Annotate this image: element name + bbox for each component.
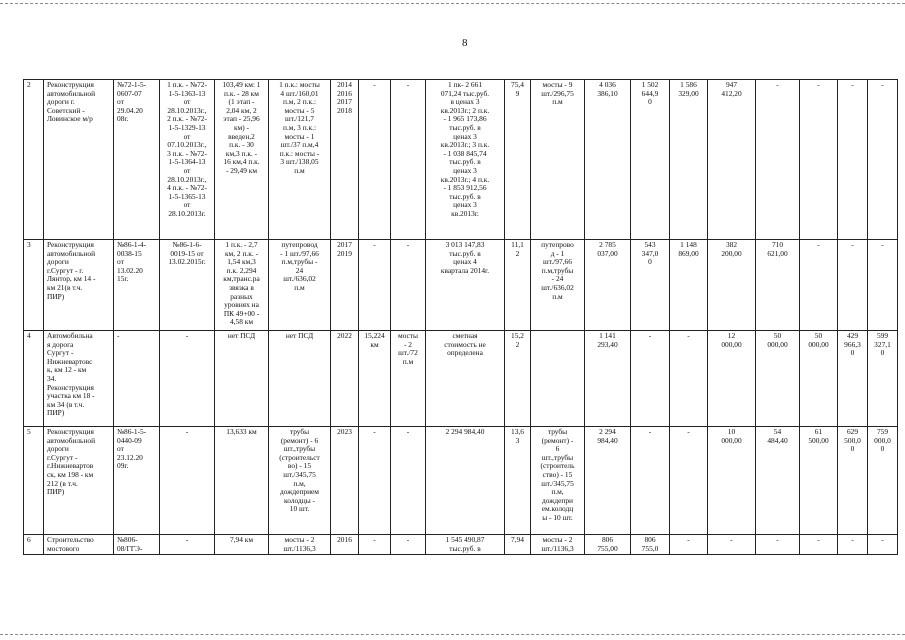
table-cell (215, 331, 269, 427)
table-cell (114, 535, 160, 555)
table-cell (708, 535, 756, 555)
cell-text: - (406, 240, 410, 249)
cell-text: 15,224 км (364, 331, 385, 349)
table-cell (868, 535, 898, 555)
page-number: 8 (462, 37, 468, 49)
table-cell (391, 240, 426, 331)
table-cell (800, 80, 838, 240)
cell-text: путепровод - 1 шт./97,66 п.м,трубы - 24 шт./636,02 п.м (280, 240, 319, 292)
table-cell (114, 427, 160, 535)
cell-text: трубы (ремонт) - 6 шт.,трубы (строительст во) - 15 шт./345,75 п.м, дождеприем колодцы - 10 шт. (279, 427, 320, 514)
table-cell (756, 240, 800, 331)
cell-text: - (687, 535, 690, 544)
table-cell (505, 427, 531, 535)
cell-text: 1 148 869,00 (678, 240, 699, 258)
cell-text: мосты - 2 шт./1136,3 (541, 535, 574, 553)
page-top-border (0, 3, 905, 4)
cell-text: 54 484,40 (767, 427, 788, 445)
table-cell (868, 80, 898, 240)
table-cell (505, 535, 531, 555)
cell-text: 629 500,0 0 (844, 427, 861, 454)
table-cell (160, 535, 215, 555)
cell-text: 382 200,00 (721, 240, 742, 258)
table-cell (359, 240, 391, 331)
cell-text: - (817, 535, 820, 544)
cell-text: 7,94 км (229, 535, 254, 544)
cell-text: 2016 (337, 535, 352, 544)
cell-text: - (851, 240, 854, 249)
table-cell (505, 331, 531, 427)
cell-text: 2 (27, 80, 31, 89)
table-cell (838, 331, 868, 427)
table-cell (44, 331, 114, 427)
table-cell (426, 80, 505, 240)
cell-text: 543 347,0 0 (641, 240, 659, 267)
table-cell (800, 427, 838, 535)
table-cell (359, 331, 391, 427)
cell-text: Реконструкция автомобильной дороги г.Сургут - г. Лянтор, км 14 - км 21(в т.ч. ПИР) (47, 240, 96, 301)
cell-text: 1 п.к.: мосты 4 шт./160,01 п.м, 2 п.к.: мосты - 5 шт./121,7 п.м, 3 п.к.: мосты - 1 шт./37 п.м,4 п.к.: мосты - 3 шт./138,05 п.м (279, 80, 320, 175)
table-cell (756, 535, 800, 555)
cell-text: 5 (27, 427, 31, 436)
table-cell (531, 240, 585, 331)
table-cell (868, 240, 898, 331)
cell-text: - (373, 427, 376, 436)
cell-text: - (730, 535, 733, 544)
row-number-cell (24, 427, 44, 535)
table-row (24, 331, 898, 427)
table-cell (670, 240, 708, 331)
cell-text: - (406, 80, 410, 89)
cell-text: - (373, 240, 376, 249)
cell-text: мосты - 2 шт./1136,3 (283, 535, 316, 553)
cell-text: 3 013 147,83 тыс.руб. в ценах 4 квартала 2014г. (440, 240, 490, 275)
cell-text: 806 755,00 (597, 535, 618, 553)
cell-text: - (185, 331, 189, 340)
cell-text: нет ПСД (227, 331, 256, 340)
cell-text: 6 (27, 535, 31, 544)
cell-text: №806- 08/ГГЭ- (117, 535, 143, 553)
cell-text: 11,1 2 (511, 240, 524, 258)
table-cell (269, 535, 331, 555)
cell-text: - (881, 240, 884, 249)
table-cell (838, 80, 868, 240)
cell-text: 2017 2019 (337, 240, 352, 258)
cell-text: 429 966,3 0 (844, 331, 861, 358)
table-cell (800, 331, 838, 427)
table-cell (838, 240, 868, 331)
cell-text: - (851, 80, 854, 89)
table-cell (670, 535, 708, 555)
cell-text: Реконструкция автомобильной дороги г. Советский - Ловинское м/р (47, 80, 96, 124)
cell-text: - (776, 535, 779, 544)
cell-text: - (117, 331, 120, 340)
row-number-cell (24, 331, 44, 427)
cell-text: путепрово д - 1 шт./97,66 п.м,трубы - 24 шт./636,02 п.м (541, 240, 574, 301)
table-cell (215, 80, 269, 240)
cell-text: - (817, 240, 820, 249)
table-cell (359, 535, 391, 555)
cell-text: 13,633 км (226, 427, 257, 436)
cell-text: 2023 (337, 427, 352, 436)
row-number-cell (24, 240, 44, 331)
table-cell (631, 535, 670, 555)
table-cell (868, 331, 898, 427)
table-cell (215, 427, 269, 535)
cell-text: Реконструкция автомобильной дороги г.Сургут - г.Нижневартов ск, км 198 - км 212 (в т.ч. ПИР) (47, 427, 96, 497)
cell-text: 7,94 (511, 535, 524, 544)
row-number-cell (24, 80, 44, 240)
cell-text: - (687, 427, 690, 436)
cell-text: 13,6 3 (511, 427, 524, 445)
table-cell (426, 331, 505, 427)
table-cell (269, 240, 331, 331)
table-cell (800, 535, 838, 555)
cell-text: 806 755,0 (641, 535, 659, 553)
cell-text: 599 327,1 0 (874, 331, 891, 358)
table-cell (708, 427, 756, 535)
table-cell (585, 80, 631, 240)
cell-text: 1 п.к. - №72- 1-5-1363-13 от 28.10.2013г., 2 п.к. - №72- 1-5-1329-13 от 07.10.2013г., 3 п.к. - №72- 1-5-1364-13 от 28.10.2013г., 4 п.к. - №72- 1-5-1365-13 от 28.10.2013г. (167, 80, 207, 218)
cell-text: 50 000,00 (767, 331, 788, 349)
cell-text: 2 785 037,00 (597, 240, 618, 258)
cell-text: №86-1-4- 0038-15 от 13.02.20 15г. (117, 240, 147, 284)
cell-text: - (687, 331, 690, 340)
cell-text: - (881, 80, 884, 89)
table-cell (800, 240, 838, 331)
table-cell (670, 331, 708, 427)
table-cell (391, 80, 426, 240)
cell-text: 2 294 984,40 (445, 427, 485, 436)
table-cell (585, 240, 631, 331)
table-cell (708, 331, 756, 427)
table-cell (331, 427, 359, 535)
cell-text: 1 545 490,87 тыс.руб. в (445, 535, 485, 553)
table-cell (160, 80, 215, 240)
table-cell (269, 80, 331, 240)
table-cell (269, 427, 331, 535)
table-cell (269, 331, 331, 427)
cell-text: 50 000,00 (808, 331, 829, 349)
table-cell (505, 240, 531, 331)
table-row (24, 427, 898, 535)
table-cell (756, 331, 800, 427)
page-bottom-border (0, 634, 905, 635)
cell-text: 4 036 386,10 (597, 80, 618, 98)
table-cell (531, 535, 585, 555)
table-cell (585, 535, 631, 555)
table-cell (331, 535, 359, 555)
cell-text: Строительство мостового (47, 535, 94, 553)
cell-text: - (185, 535, 189, 544)
cell-text: 12 000,00 (721, 331, 742, 349)
table-cell (505, 80, 531, 240)
table-cell (756, 427, 800, 535)
cell-text: - (406, 535, 410, 544)
cell-text: - (851, 535, 854, 544)
cell-text: 759 000,0 0 (874, 427, 891, 454)
cell-text: 2022 (337, 331, 352, 340)
table-cell (44, 535, 114, 555)
table-cell (331, 331, 359, 427)
table-cell (359, 427, 391, 535)
cell-text: сметная стоимость не определена (444, 331, 486, 358)
table-cell (44, 427, 114, 535)
cell-text: 4 (27, 331, 31, 340)
cell-text: мосты - 9 шт./296,75 п.м (541, 80, 574, 107)
cell-text: №72-1-5- 0607-07 от 29.04.20 08г. (117, 80, 147, 124)
cell-text: нет ПСД (285, 331, 314, 340)
cell-text: - (881, 535, 884, 544)
table-cell (531, 331, 585, 427)
table-cell (426, 427, 505, 535)
cell-text: 10 000,00 (721, 427, 742, 445)
table-cell (631, 240, 670, 331)
cell-text: 1 141 293,40 (597, 331, 618, 349)
cell-text: 1 502 644,9 0 (641, 80, 659, 107)
table-cell (426, 535, 505, 555)
cell-text: 103,49 км: 1 п.к. - 28 км (1 этап - 2,04 км, 2 этап - 25,96 км) - введен,2 п.к. - 30 км,3 п.к. - 16 км,4 п.к. - 29,49 км (222, 80, 261, 175)
table-cell (215, 240, 269, 331)
table-cell (756, 80, 800, 240)
cell-text: - (406, 427, 410, 436)
cell-text: №86-1-5- 0440-09 от 23.12.20 09г. (117, 427, 147, 471)
cell-text: - (373, 80, 376, 89)
cell-text: 61 500,00 (808, 427, 829, 445)
cell-text: 75,4 9 (511, 80, 524, 98)
cell-text: Автомобильна я дорога Сургут - Нижневартовс к, км 12 - км 34. Реконструкция участка км 18 - км 34 (в т.ч. ПИР) (47, 331, 95, 418)
table-cell (44, 240, 114, 331)
cell-text: 710 621,00 (767, 240, 788, 258)
table-row (24, 240, 898, 331)
table-cell (160, 240, 215, 331)
table-cell (391, 427, 426, 535)
data-table (23, 79, 898, 555)
row-number-cell (24, 535, 44, 555)
table-cell (708, 80, 756, 240)
cell-text: 2 294 984,40 (597, 427, 618, 445)
cell-text: 1 пк- 2 661 071,24 тыс.руб. в ценах 3 кв.2013г.; 2 п.к. - 1 965 173,86 тыс.руб. в ценах 3 кв.2013г.; 3 п.к. - 1 038 845,74 тыс.руб. в ценах 3 кв.2013г.; 4 п.к. - 1 853 912,56 тыс.руб. в ценах 3 кв.2013г. (440, 80, 490, 218)
table-cell (868, 427, 898, 535)
table-cell (114, 240, 160, 331)
cell-text: - (373, 535, 376, 544)
table-cell (531, 80, 585, 240)
cell-text: трубы (ремонт) - 6 шт.,трубы (строитель ство) - 15 шт./345,75 п.м, дождепри ем.колодц ы - 10 шт. (540, 427, 575, 522)
table-cell (670, 427, 708, 535)
cell-text: - (776, 80, 779, 89)
table-cell (426, 240, 505, 331)
table-row (24, 535, 898, 555)
table-cell (838, 535, 868, 555)
cell-text: 2014 2016 2017 2018 (337, 80, 352, 115)
table-cell (160, 427, 215, 535)
cell-text: №86-1-6- 0019-15 от 13.02.2015г. (168, 240, 206, 267)
table-cell (359, 80, 391, 240)
cell-text: 1 п.к. - 2,7 км, 2 п.к. - 1,54 км,3 п.к. 2,294 км,транс.ра звязка в разных уровнях на ПК 49+00 - 4,58 км (223, 240, 260, 327)
table-cell (44, 80, 114, 240)
table-cell (331, 80, 359, 240)
table-cell (160, 331, 215, 427)
table-cell (631, 331, 670, 427)
table-cell (114, 331, 160, 427)
table-row (24, 80, 898, 240)
table-cell (585, 331, 631, 427)
cell-text: 947 412,20 (721, 80, 742, 98)
cell-text: - (185, 427, 189, 436)
table-cell (114, 80, 160, 240)
table-cell (215, 535, 269, 555)
cell-text: - (648, 331, 652, 340)
cell-text: - (648, 427, 652, 436)
table-cell (585, 427, 631, 535)
table-cell (670, 80, 708, 240)
table-cell (708, 240, 756, 331)
table-cell (631, 80, 670, 240)
cell-text: мосты - 2 шт./72 п.м (397, 331, 419, 366)
table-cell (631, 427, 670, 535)
table-cell (331, 240, 359, 331)
cell-text: 1 586 329,00 (678, 80, 699, 98)
cell-text: 15,2 2 (511, 331, 524, 349)
cell-text: 3 (27, 240, 31, 249)
table-cell (531, 427, 585, 535)
table-cell (838, 427, 868, 535)
table-cell (391, 331, 426, 427)
cell-text: - (817, 80, 820, 89)
table-cell (391, 535, 426, 555)
